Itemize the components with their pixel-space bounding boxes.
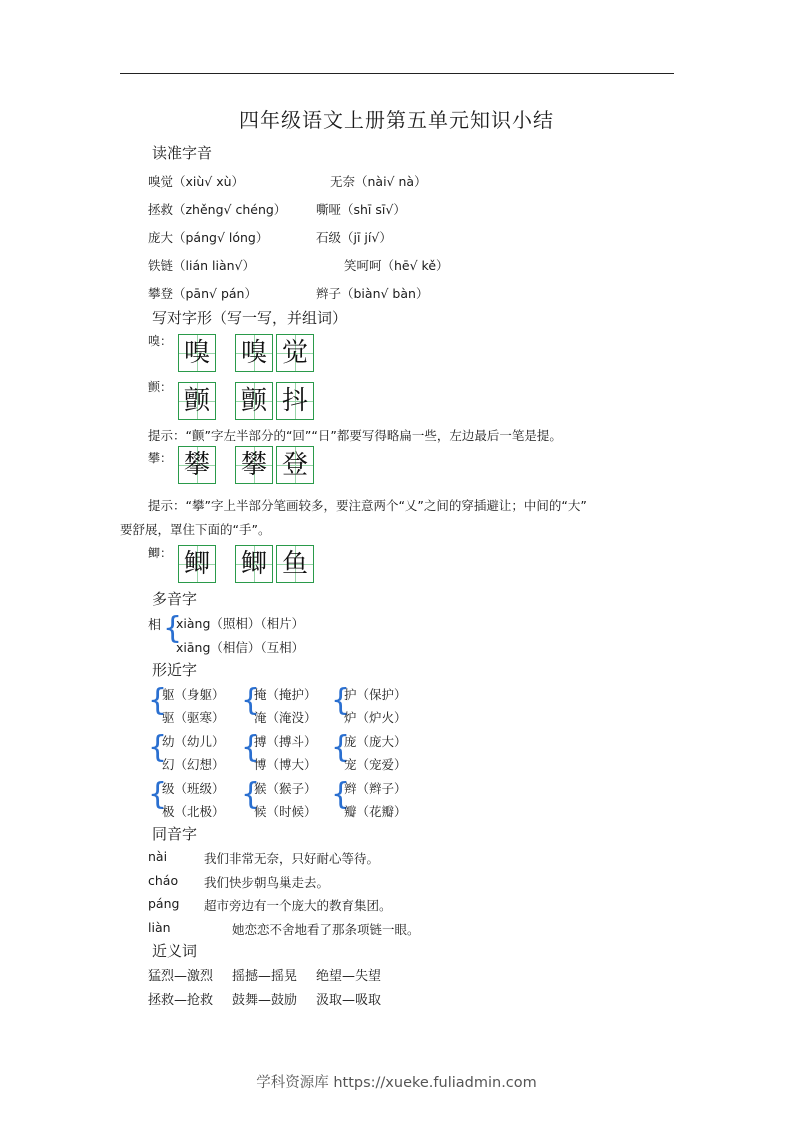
tip-text: 提示：“颤”字左半部分的“回”“日”都要写得略扁一些，左边最后一笔是提。 [148, 428, 562, 443]
pron-item: 拯救（zhěng√ chéng） [148, 202, 287, 217]
tip-text: 要舒展，罩住下面的“手”。 [120, 522, 271, 537]
top-rule [120, 73, 674, 74]
synonym-pair: 拯救—抢救 [148, 993, 214, 1008]
homophone-sentence: 我们快步朝鸟巢走去。 [204, 875, 330, 890]
homophone-sentence: 超市旁边有一个庞大的教育集团。 [204, 898, 392, 913]
pron-item: 无奈（nài√ nà） [330, 174, 427, 189]
practice-cell: 鲫 [178, 545, 216, 583]
heading-synonyms: 近义词 [152, 942, 198, 960]
similar-char-item: 宠（宠爱） [344, 757, 407, 772]
brace-icon: { [241, 683, 261, 718]
pron-item: 石级（jī jí√） [316, 230, 392, 245]
practice-cell: 抖 [276, 382, 314, 420]
pron-item: 嗅觉（xiù√ xù） [148, 174, 245, 189]
char-label: 嗅： [148, 334, 173, 348]
heading-write-form: 写对字形（写一写，并组词） [152, 309, 348, 327]
char-label: 鲫： [148, 546, 173, 560]
brace-icon: { [241, 777, 261, 812]
pron-item: 庞大（páng√ lóng） [148, 230, 269, 245]
pron-item: 辫子（biàn√ bàn） [316, 286, 429, 301]
similar-char-item: 驱（驱寒） [162, 710, 225, 725]
brace-icon: { [331, 683, 351, 718]
similar-char-item: 炉（炉火） [344, 710, 407, 725]
pron-item: 笑呵呵（hē√ kě） [344, 258, 449, 273]
practice-cell: 鲫 [235, 545, 273, 583]
char-label: 颤： [148, 380, 173, 394]
homophone-pinyin: nài [148, 849, 168, 864]
synonym-pair: 猛烈—激烈 [148, 969, 214, 984]
similar-char-item: 猴（猴子） [254, 781, 317, 796]
synonym-pair: 绝望—失望 [316, 969, 382, 984]
homophone-sentence: 她恋恋不舍地看了那条项链一眼。 [232, 922, 420, 937]
practice-cell: 嗅 [235, 334, 273, 372]
similar-char-item: 辫（辫子） [344, 781, 407, 796]
similar-char-item: 博（博大） [254, 757, 317, 772]
brace-icon: { [148, 683, 168, 718]
similar-char-item: 淹（淹没） [254, 710, 317, 725]
heading-pronunciation: 读准字音 [152, 144, 213, 162]
practice-cell: 鱼 [276, 545, 314, 583]
similar-char-item: 躯（身躯） [162, 687, 225, 702]
heading-polyphone: 多音字 [152, 590, 198, 608]
homophone-sentence: 我们非常无奈，只好耐心等待。 [204, 851, 380, 866]
brace-icon: { [241, 730, 261, 765]
brace-icon: { [331, 730, 351, 765]
polyphone-line: xiāng（相信）（互相） [176, 640, 305, 655]
brace-icon: { [331, 777, 351, 812]
polyphone-char: 相 [148, 618, 162, 633]
page-title: 四年级语文上册第五单元知识小结 [239, 108, 554, 132]
synonym-pair: 鼓舞—鼓励 [232, 993, 298, 1008]
brace-icon: { [148, 777, 168, 812]
pron-item: 铁链（lián liàn√） [148, 258, 255, 273]
practice-cell: 攀 [235, 446, 273, 484]
similar-char-item: 候（时候） [254, 804, 317, 819]
practice-cell: 嗅 [178, 334, 216, 372]
heading-similar-chars: 形近字 [152, 661, 198, 679]
similar-char-item: 幻（幻想） [162, 757, 225, 772]
heading-homophones: 同音字 [152, 825, 198, 843]
char-label: 攀： [148, 451, 173, 465]
similar-char-item: 幼（幼儿） [162, 734, 225, 749]
brace-icon: { [163, 611, 183, 646]
similar-char-item: 极（北极） [162, 804, 225, 819]
brace-icon: { [148, 730, 168, 765]
practice-cell: 颤 [178, 382, 216, 420]
similar-char-item: 护（保护） [344, 687, 407, 702]
similar-char-item: 庞（庞大） [344, 734, 407, 749]
similar-char-item: 搏（搏斗） [254, 734, 317, 749]
similar-char-item: 掩（掩护） [254, 687, 317, 702]
similar-char-item: 瓣（花瓣） [344, 804, 407, 819]
synonym-pair: 汲取—吸取 [316, 993, 382, 1008]
practice-cell: 颤 [235, 382, 273, 420]
pron-item: 嘶哑（shī sī√） [316, 202, 406, 217]
pron-item: 攀登（pān√ pán） [148, 286, 257, 301]
practice-cell: 觉 [276, 334, 314, 372]
tip-text: 提示：“攀”字上半部分笔画较多，要注意两个“乂”之间的穿插避让；中间的“大” [148, 498, 587, 513]
synonym-pair: 摇撼—摇晃 [232, 969, 298, 984]
homophone-pinyin: cháo [148, 873, 179, 888]
homophone-pinyin: páng [148, 896, 180, 911]
polyphone-line: xiàng（照相）（相片） [176, 616, 305, 631]
practice-cell: 登 [276, 446, 314, 484]
homophone-pinyin: liàn [148, 920, 171, 935]
practice-cell: 攀 [178, 446, 216, 484]
footer-source: 学科资源库 https://xueke.fuliadmin.com [256, 1075, 537, 1091]
similar-char-item: 级（班级） [162, 781, 225, 796]
